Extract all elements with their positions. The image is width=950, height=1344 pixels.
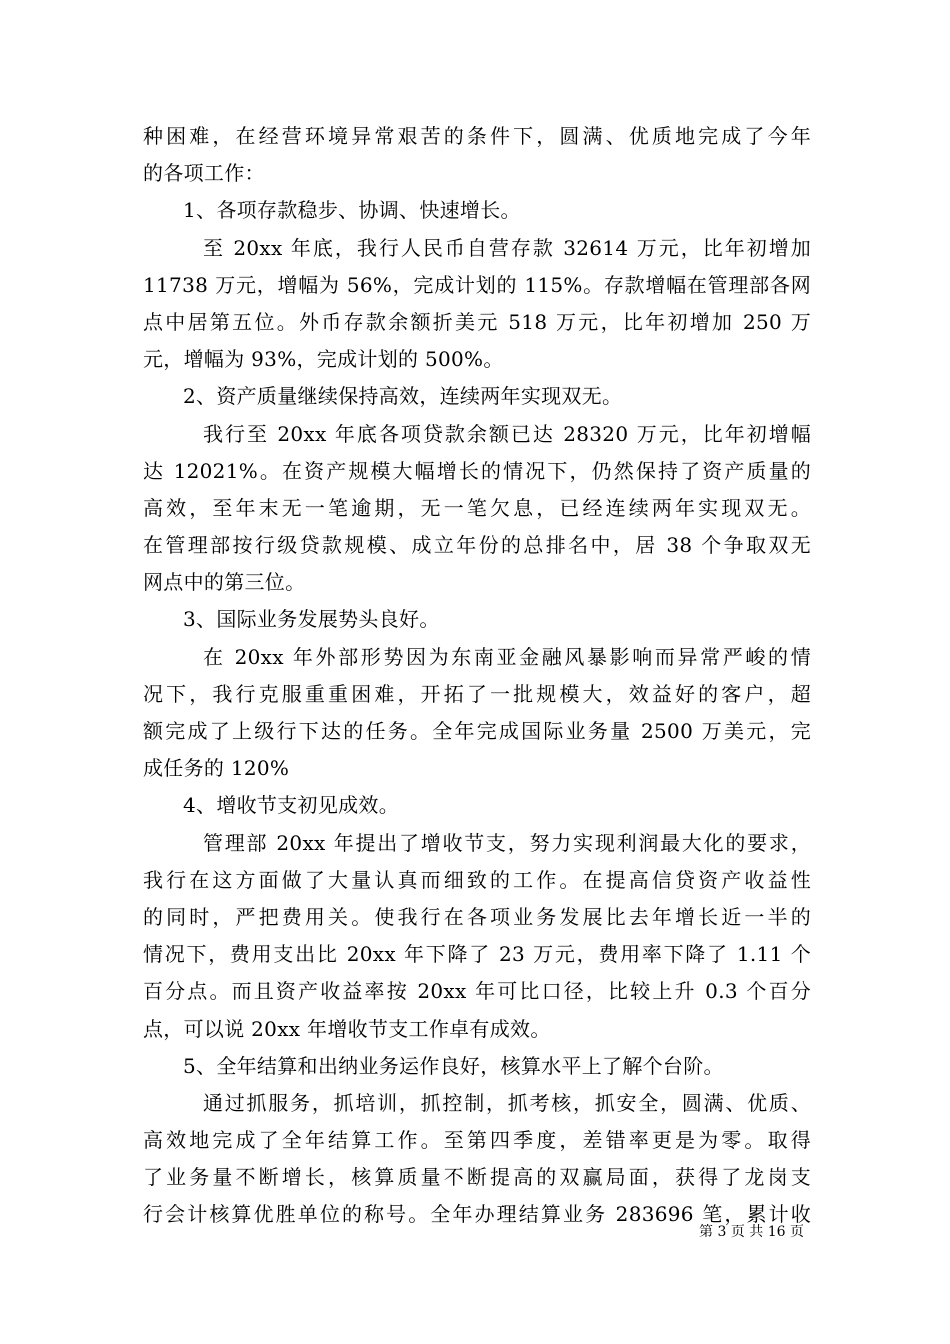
text-line: 点，可以说 20xx 年增收节支工作卓有成效。 [143, 1016, 551, 1041]
text-line: 行会计核算优胜单位的称号。全年办理结算业务 283696 笔，累计收 [143, 1202, 811, 1227]
section-heading: 5、全年结算和出纳业务运作良好，核算水平上了解个台阶。 [183, 1053, 724, 1078]
text-line: 情况下，费用支出比 20xx 年下降了 23 万元，费用率下降了 1.11 个 [143, 942, 811, 967]
section-heading: 2、资产质量继续保持高效，连续两年实现双无。 [183, 384, 623, 409]
text-line: 的各项工作： [143, 161, 265, 186]
section-heading: 3、国际业务发展势头良好。 [183, 607, 440, 632]
section-heading: 1、各项存款稳步、协调、快速增长。 [183, 198, 521, 223]
text-line: 在管理部按行级贷款规模、成立年份的总排名中，居 38 个争取双无 [143, 533, 811, 558]
text-line: 我行至 20xx 年底各项贷款余额已达 28320 万元，比年初增幅 [203, 421, 811, 446]
page-number: 第 3 页 共 16 页 [699, 1224, 804, 1240]
text-line: 在 20xx 年外部形势因为东南亚金融风暴影响而异常严峻的情 [203, 644, 811, 669]
text-line: 种困难，在经营环境异常艰苦的条件下，圆满、优质地完成了今年 [143, 124, 811, 148]
text-line: 高效地完成了全年结算工作。至第四季度，差错率更是为零。取得 [143, 1128, 811, 1153]
text-line: 的同时，严把费用关。使我行在各项业务发展比去年增长近一半的 [143, 904, 811, 929]
document-body [143, 118, 811, 1234]
text-line: 高效，至年末无一笔逾期，无一笔欠息，已经连续两年实现双无。 [143, 495, 811, 520]
text-line: 达 12021%。在资产规模大幅增长的情况下，仍然保持了资产质量的 [143, 458, 811, 483]
section-heading: 4、增收节支初见成效。 [183, 793, 400, 818]
text-line: 通过抓服务，抓培训，抓控制，抓考核，抓安全，圆满、优质、 [203, 1090, 811, 1115]
text-line: 我行在这方面做了大量认真而细致的工作。在提高信贷资产收益性 [143, 867, 811, 892]
text-line: 了业务量不断增长，核算质量不断提高的双赢局面，获得了龙岗支 [143, 1165, 811, 1190]
text-line: 成任务的 120% [143, 756, 290, 781]
text-line: 额完成了上级行下达的任务。全年完成国际业务量 2500 万美元，完 [143, 719, 811, 743]
text-line: 况下，我行克服重重困难，开拓了一批规模大，效益好的客户，超 [143, 681, 811, 706]
text-line: 11738 万元，增幅为 56%，完成计划的 115%。存款增幅在管理部各网 [143, 272, 811, 297]
text-line: 点中居第五位。外币存款余额折美元 518 万元，比年初增加 250 万 [143, 309, 811, 334]
text-line: 至 20xx 年底，我行人民币自营存款 32614 万元，比年初增加 [203, 235, 811, 260]
text-line: 百分点。而且资产收益率按 20xx 年可比口径，比较上升 0.3 个百分 [143, 979, 811, 1004]
text-line: 元，增幅为 93%，完成计划的 500%。 [143, 347, 504, 372]
text-line: 网点中的第三位。 [143, 570, 306, 595]
text-line: 管理部 20xx 年提出了增收节支，努力实现利润最大化的要求， [203, 830, 811, 855]
